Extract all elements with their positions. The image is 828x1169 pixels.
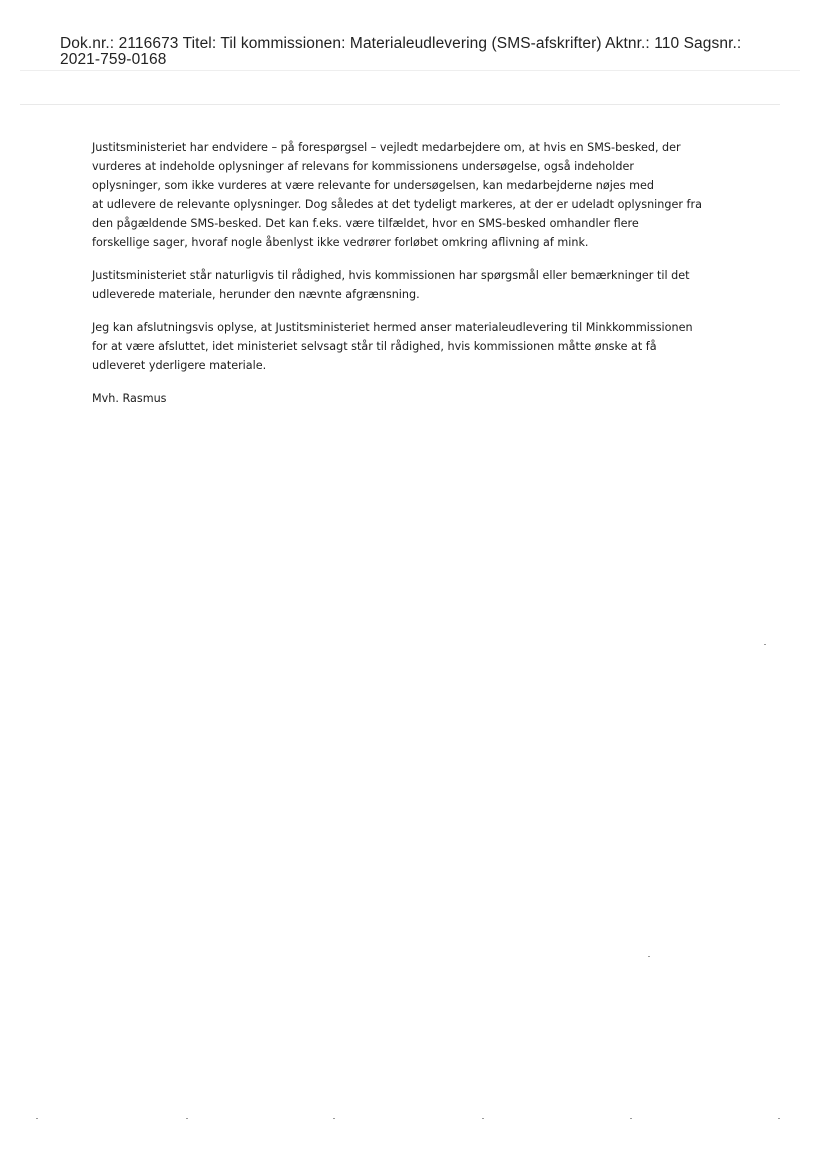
scan-speck: [764, 644, 766, 645]
text-line: at udlevere de relevante oplysninger. Dog således at det tydeligt markeres, at der er udeladt oplysninger fra: [92, 198, 702, 211]
text-line: den pågældende SMS-besked. Det kan f.eks. være tilfældet, hvor en SMS-besked omhandler flere: [92, 217, 639, 230]
scan-speck: [648, 956, 650, 957]
letter-body: [92, 138, 752, 408]
text-line: forskellige sager, hvoraf nogle åbenlyst ikke vedrører forløbet omkring aflivning af mink.: [92, 236, 589, 249]
text-line: for at være afsluttet, idet ministeriet selvsagt står til rådighed, hvis kommissionen måtte ønske at få: [92, 340, 657, 353]
scan-speck: [630, 1118, 632, 1119]
scan-artifact-line: [20, 70, 800, 71]
text-line: Jeg kan afslutningsvis oplyse, at Justitsministeriet hermed anser materialeudlevering til Minkkommissionen: [92, 321, 693, 334]
paragraph-guidance: [92, 138, 752, 252]
scan-speck: [36, 1118, 38, 1119]
text-line: udleverede materiale, herunder den nævnte afgrænsning.: [92, 288, 420, 301]
scan-speck: [186, 1118, 188, 1119]
paragraph-conclusion: [92, 318, 752, 375]
header-line-1: Dok.nr.: 2116673 Titel: Til kommissionen: Materialeudlevering (SMS-afskrifter) Aktnr.: 110 Sagsnr.:: [60, 35, 742, 52]
document-header: [60, 36, 800, 68]
signoff: Mvh. Rasmus: [92, 392, 167, 405]
text-line: Justitsministeriet har endvidere – på forespørgsel – vejledt medarbejdere om, at hvis en SMS-besked, der: [92, 141, 681, 154]
text-line: oplysninger, som ikke vurderes at være relevante for undersøgelsen, kan medarbejderne nøjes med: [92, 179, 654, 192]
text-line: vurderes at indeholde oplysninger af relevans for kommissionens undersøgelse, også indeholder: [92, 160, 634, 173]
scan-speck: [482, 1118, 484, 1119]
scan-speck: [333, 1118, 335, 1119]
paragraph-availability: [92, 266, 752, 304]
scan-speck: [778, 1118, 780, 1119]
header-line-2: 2021-759-0168: [60, 51, 167, 68]
text-line: udleveret yderligere materiale.: [92, 359, 267, 372]
scan-artifact-line: [20, 104, 780, 105]
text-line: Justitsministeriet står naturligvis til rådighed, hvis kommissionen har spørgsmål eller bemærkninger til det: [92, 269, 690, 282]
